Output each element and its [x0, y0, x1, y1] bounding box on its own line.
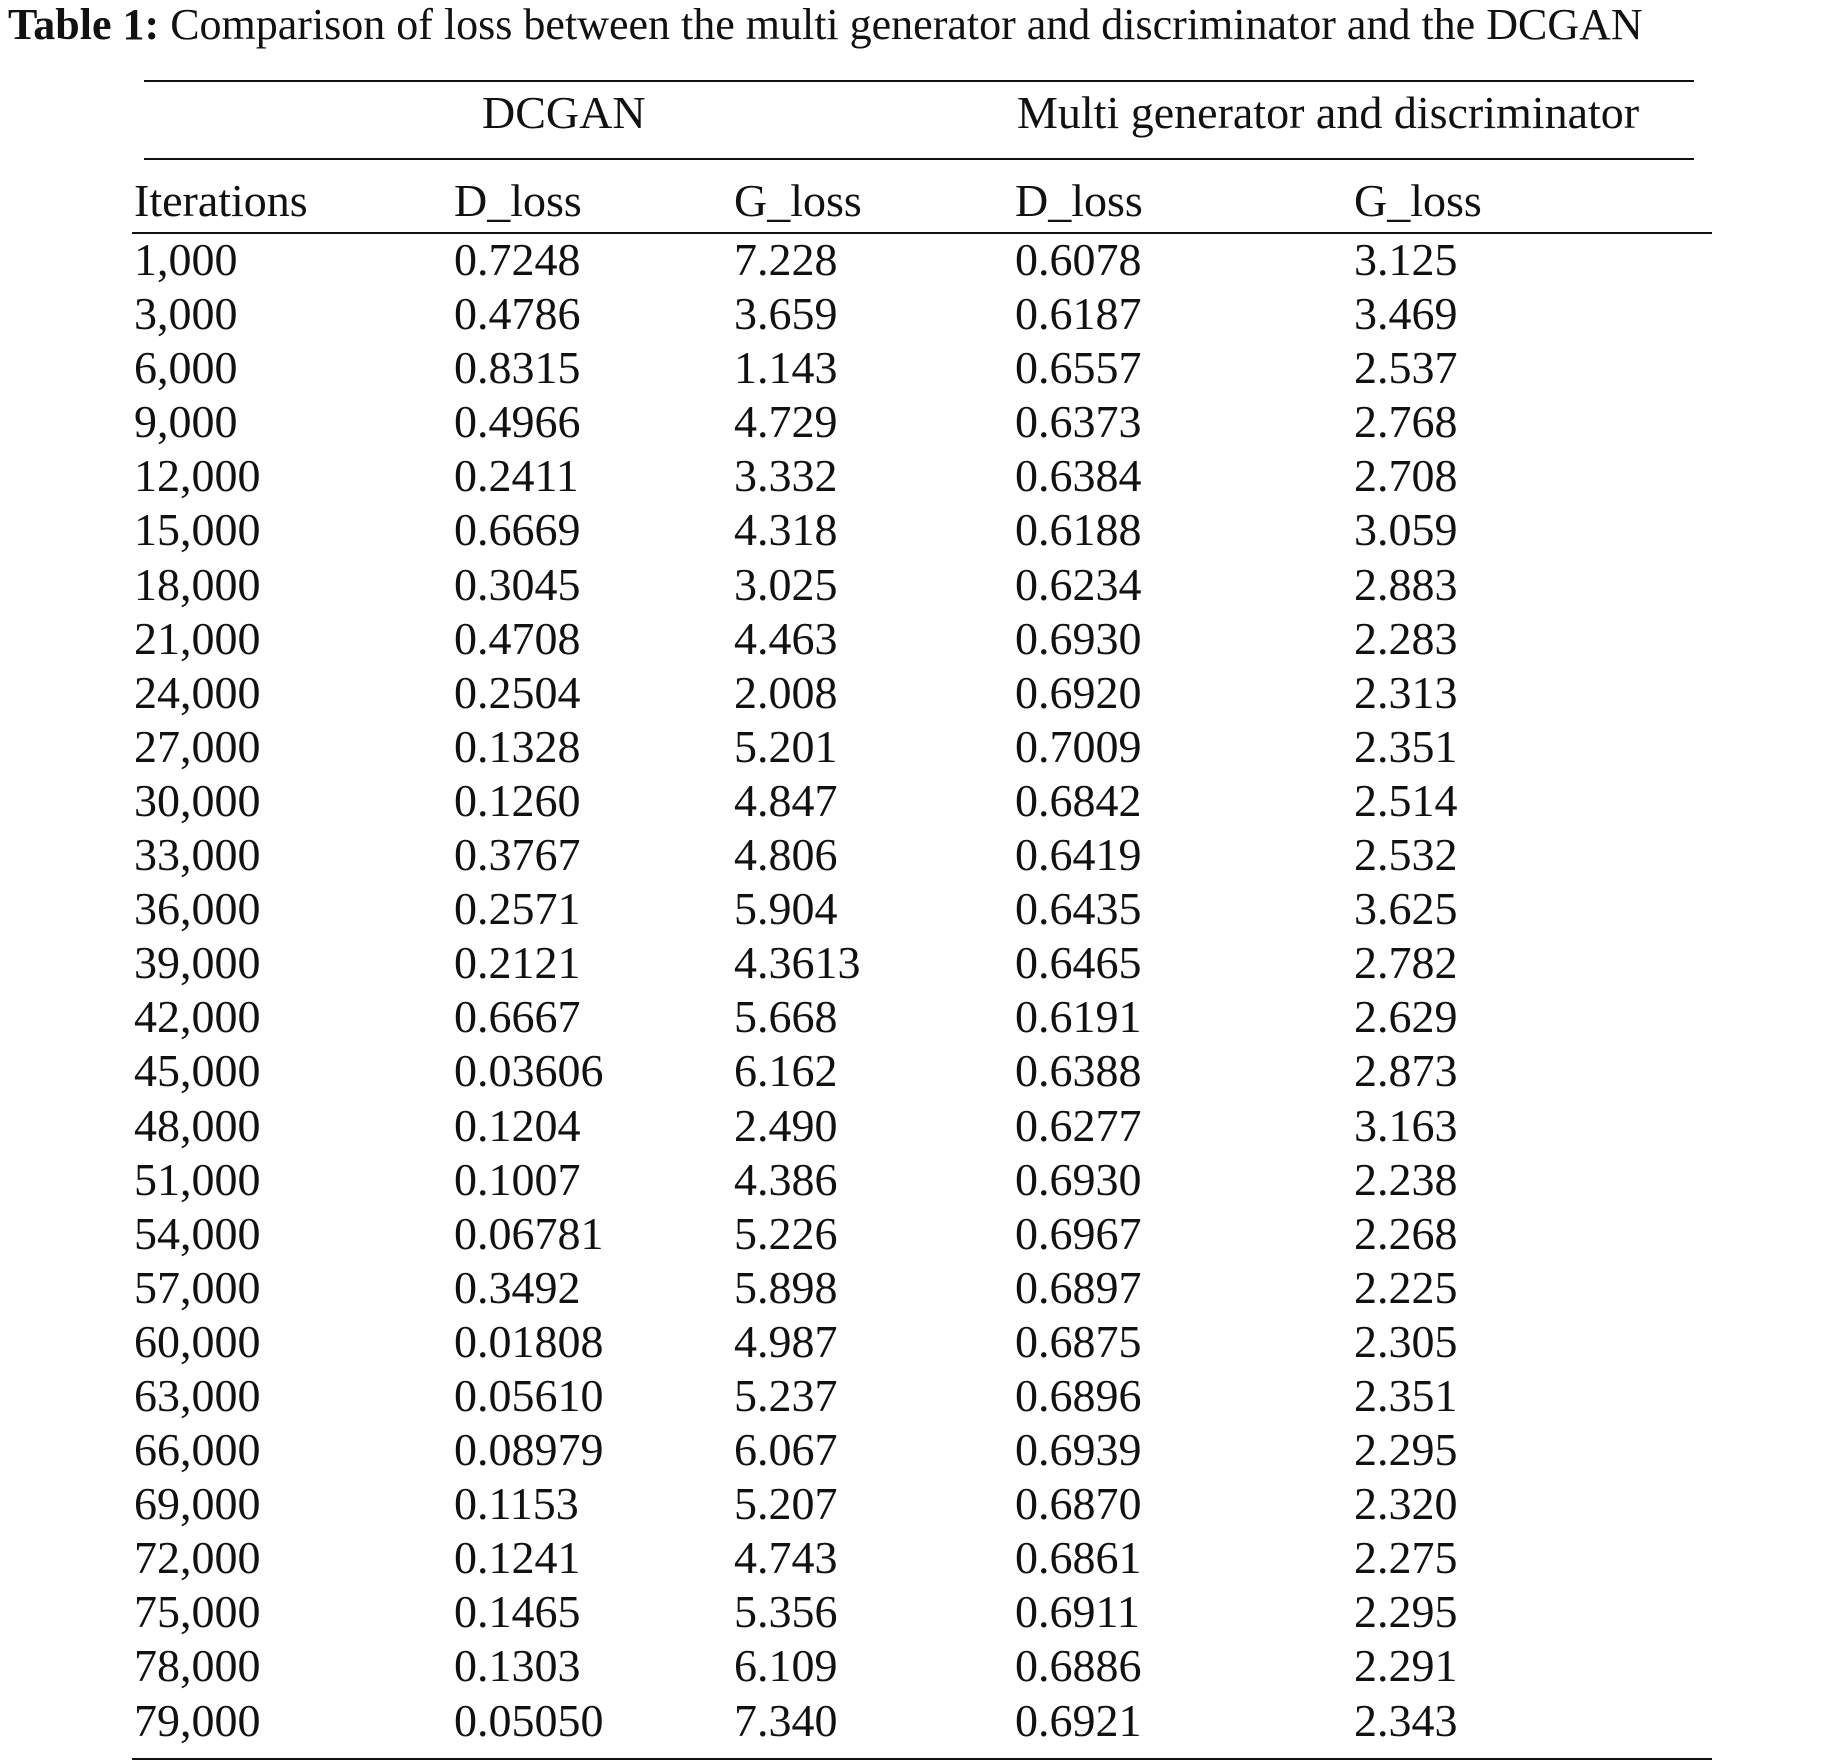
cell-dcgan-g-loss: 3.332	[734, 450, 838, 502]
cell-iterations: 39,000	[134, 937, 261, 989]
cell-multi-d-loss: 0.6896	[1015, 1369, 1142, 1421]
cell-dcgan-g-loss: 3.025	[734, 558, 838, 610]
cell-multi-d-loss: 0.6911	[1015, 1586, 1140, 1638]
cell-iterations: 15,000	[134, 504, 261, 556]
table-row	[0, 1153, 1825, 1207]
cell-multi-d-loss: 0.6388	[1015, 1045, 1142, 1097]
column-header-dcgan-g-loss: G_loss	[734, 175, 862, 226]
cell-dcgan-g-loss: 5.207	[734, 1478, 838, 1530]
cell-dcgan-d-loss: 0.05050	[454, 1694, 604, 1746]
cell-multi-g-loss: 2.238	[1354, 1153, 1458, 1205]
cell-multi-g-loss: 3.125	[1354, 234, 1458, 285]
table-row	[0, 828, 1825, 882]
table-row	[0, 666, 1825, 720]
cell-multi-g-loss: 2.537	[1354, 342, 1458, 394]
table-body	[0, 233, 1825, 1748]
cell-iterations: 78,000	[134, 1640, 261, 1692]
cell-multi-g-loss: 2.305	[1354, 1315, 1458, 1367]
cell-dcgan-d-loss: 0.03606	[454, 1045, 604, 1097]
column-header-multi-g-loss: G_loss	[1354, 175, 1482, 226]
table-row	[0, 720, 1825, 774]
cell-multi-d-loss: 0.6419	[1015, 829, 1142, 881]
table-row	[0, 233, 1825, 287]
cell-iterations: 69,000	[134, 1478, 261, 1530]
cell-dcgan-g-loss: 7.340	[734, 1694, 838, 1746]
cell-multi-g-loss: 3.059	[1354, 504, 1458, 556]
cell-dcgan-g-loss: 5.668	[734, 991, 838, 1043]
cell-iterations: 27,000	[134, 720, 261, 772]
cell-multi-d-loss: 0.6277	[1015, 1099, 1142, 1151]
cell-multi-g-loss: 2.295	[1354, 1424, 1458, 1476]
cell-dcgan-d-loss: 0.01808	[454, 1315, 604, 1367]
cell-iterations: 72,000	[134, 1532, 261, 1584]
cell-dcgan-d-loss: 0.4708	[454, 612, 581, 664]
cell-dcgan-g-loss: 4.847	[734, 774, 838, 826]
cell-multi-d-loss: 0.6234	[1015, 558, 1142, 610]
cell-dcgan-g-loss: 4.463	[734, 612, 838, 664]
group-header-multi: Multi generator and discriminator	[1017, 87, 1640, 138]
cell-multi-g-loss: 2.275	[1354, 1532, 1458, 1584]
cell-multi-d-loss: 0.6870	[1015, 1478, 1142, 1530]
cell-dcgan-d-loss: 0.2411	[454, 450, 579, 502]
cell-multi-g-loss: 2.629	[1354, 991, 1458, 1043]
cell-iterations: 3,000	[134, 288, 238, 340]
cell-dcgan-g-loss: 5.356	[734, 1586, 838, 1638]
table-row	[0, 449, 1825, 503]
cell-iterations: 57,000	[134, 1261, 261, 1313]
cell-iterations: 42,000	[134, 991, 261, 1043]
cell-dcgan-g-loss: 2.490	[734, 1099, 838, 1151]
cell-multi-g-loss: 2.782	[1354, 937, 1458, 989]
cell-dcgan-d-loss: 0.08979	[454, 1424, 604, 1476]
table-row	[0, 287, 1825, 341]
cell-dcgan-g-loss: 5.226	[734, 1207, 838, 1259]
cell-iterations: 48,000	[134, 1099, 261, 1151]
cell-dcgan-d-loss: 0.3492	[454, 1261, 581, 1313]
cell-dcgan-g-loss: 4.729	[734, 396, 838, 448]
table-caption-text: Comparison of loss between the multi generator and discriminator and the DCGAN	[170, 0, 1643, 49]
cell-dcgan-g-loss: 4.743	[734, 1532, 838, 1584]
cell-dcgan-d-loss: 0.6667	[454, 991, 581, 1043]
cell-iterations: 54,000	[134, 1207, 261, 1259]
column-header-dcgan-d-loss: D_loss	[454, 175, 582, 226]
cell-multi-g-loss: 2.313	[1354, 666, 1458, 718]
table-row	[0, 341, 1825, 395]
cell-multi-g-loss: 2.295	[1354, 1586, 1458, 1638]
cell-dcgan-g-loss: 5.201	[734, 720, 838, 772]
cell-dcgan-d-loss: 0.1153	[454, 1478, 579, 1530]
table-row	[0, 1531, 1825, 1585]
cell-iterations: 33,000	[134, 829, 261, 881]
cell-dcgan-d-loss: 0.4786	[454, 288, 581, 340]
cell-multi-d-loss: 0.6930	[1015, 1153, 1142, 1205]
cell-dcgan-d-loss: 0.1007	[454, 1153, 581, 1205]
cell-multi-d-loss: 0.6886	[1015, 1640, 1142, 1692]
group-header-dcgan: DCGAN	[482, 87, 646, 138]
cell-iterations: 60,000	[134, 1315, 261, 1367]
table-row	[0, 503, 1825, 557]
table-row	[0, 1369, 1825, 1423]
cell-multi-d-loss: 0.6842	[1015, 774, 1142, 826]
cell-dcgan-d-loss: 0.6669	[454, 504, 581, 556]
cell-multi-g-loss: 3.625	[1354, 883, 1458, 935]
table-row	[0, 936, 1825, 990]
cell-dcgan-d-loss: 0.06781	[454, 1207, 604, 1259]
cell-dcgan-g-loss: 7.228	[734, 234, 838, 285]
cell-dcgan-d-loss: 0.1465	[454, 1586, 581, 1638]
cell-dcgan-g-loss: 4.806	[734, 829, 838, 881]
cell-dcgan-g-loss: 2.008	[734, 666, 838, 718]
cell-iterations: 79,000	[134, 1694, 261, 1746]
cell-multi-d-loss: 0.6897	[1015, 1261, 1142, 1313]
cell-multi-d-loss: 0.6465	[1015, 937, 1142, 989]
cell-iterations: 24,000	[134, 666, 261, 718]
cell-dcgan-g-loss: 3.659	[734, 288, 838, 340]
table-row	[0, 1694, 1825, 1748]
table-row	[0, 1207, 1825, 1261]
cell-multi-g-loss: 2.514	[1354, 774, 1458, 826]
cell-dcgan-d-loss: 0.3045	[454, 558, 581, 610]
cell-dcgan-d-loss: 0.7248	[454, 234, 581, 285]
cell-iterations: 75,000	[134, 1586, 261, 1638]
cell-multi-g-loss: 2.883	[1354, 558, 1458, 610]
cell-dcgan-g-loss: 6.162	[734, 1045, 838, 1097]
column-header-iterations: Iterations	[134, 175, 308, 226]
cell-dcgan-g-loss: 6.067	[734, 1424, 838, 1476]
table-row	[0, 1423, 1825, 1477]
table-row	[0, 1261, 1825, 1315]
cell-iterations: 63,000	[134, 1369, 261, 1421]
cell-multi-d-loss: 0.6861	[1015, 1532, 1142, 1584]
table-row	[0, 1044, 1825, 1098]
cell-multi-d-loss: 0.6967	[1015, 1207, 1142, 1259]
table-row	[0, 612, 1825, 666]
cell-multi-g-loss: 3.163	[1354, 1099, 1458, 1151]
table-row	[0, 1477, 1825, 1531]
cell-dcgan-d-loss: 0.2571	[454, 883, 581, 935]
cell-iterations: 45,000	[134, 1045, 261, 1097]
cell-iterations: 36,000	[134, 883, 261, 935]
cell-iterations: 51,000	[134, 1153, 261, 1205]
cell-multi-d-loss: 0.6930	[1015, 612, 1142, 664]
cell-dcgan-d-loss: 0.8315	[454, 342, 581, 394]
cell-dcgan-d-loss: 0.2504	[454, 666, 581, 718]
cell-iterations: 1,000	[134, 234, 238, 285]
cell-multi-d-loss: 0.6384	[1015, 450, 1142, 502]
cell-multi-d-loss: 0.6373	[1015, 396, 1142, 448]
cell-multi-d-loss: 0.6188	[1015, 504, 1142, 556]
cell-dcgan-d-loss: 0.1241	[454, 1532, 581, 1584]
bottom-rule	[132, 1758, 1712, 1760]
cell-multi-d-loss: 0.6920	[1015, 666, 1142, 718]
cell-dcgan-g-loss: 1.143	[734, 342, 838, 394]
cell-multi-d-loss: 0.6187	[1015, 288, 1142, 340]
cell-dcgan-d-loss: 0.1260	[454, 774, 581, 826]
cell-multi-g-loss: 2.291	[1354, 1640, 1458, 1692]
cell-dcgan-d-loss: 0.3767	[454, 829, 581, 881]
top-rule	[144, 80, 1694, 82]
table-caption-label: Table 1:	[8, 0, 160, 49]
cell-multi-g-loss: 2.320	[1354, 1478, 1458, 1530]
cell-dcgan-d-loss: 0.4966	[454, 396, 581, 448]
cell-dcgan-d-loss: 0.1204	[454, 1099, 581, 1151]
cell-dcgan-g-loss: 5.237	[734, 1369, 838, 1421]
cell-multi-g-loss: 2.768	[1354, 396, 1458, 448]
cell-dcgan-g-loss: 4.987	[734, 1315, 838, 1367]
cell-iterations: 21,000	[134, 612, 261, 664]
cell-multi-d-loss: 0.6875	[1015, 1315, 1142, 1367]
cell-multi-d-loss: 0.6435	[1015, 883, 1142, 935]
cell-dcgan-g-loss: 4.386	[734, 1153, 838, 1205]
table-row	[0, 1639, 1825, 1693]
cell-multi-d-loss: 0.6191	[1015, 991, 1142, 1043]
column-header-multi-d-loss: D_loss	[1015, 175, 1143, 226]
cell-multi-d-loss: 0.6557	[1015, 342, 1142, 394]
cell-dcgan-d-loss: 0.2121	[454, 937, 581, 989]
cell-multi-d-loss: 0.7009	[1015, 720, 1142, 772]
table-row	[0, 1315, 1825, 1369]
cell-multi-g-loss: 2.532	[1354, 829, 1458, 881]
cell-dcgan-g-loss: 5.904	[734, 883, 838, 935]
cell-multi-d-loss: 0.6078	[1015, 234, 1142, 285]
cell-iterations: 30,000	[134, 774, 261, 826]
group-rule	[144, 158, 1694, 160]
cell-multi-g-loss: 2.351	[1354, 720, 1458, 772]
cell-multi-g-loss: 2.873	[1354, 1045, 1458, 1097]
cell-multi-g-loss: 2.283	[1354, 612, 1458, 664]
cell-iterations: 12,000	[134, 450, 261, 502]
table-row	[0, 395, 1825, 449]
cell-dcgan-g-loss: 4.318	[734, 504, 838, 556]
cell-multi-g-loss: 2.343	[1354, 1694, 1458, 1746]
cell-multi-g-loss: 2.351	[1354, 1369, 1458, 1421]
cell-multi-d-loss: 0.6939	[1015, 1424, 1142, 1476]
table-row	[0, 882, 1825, 936]
table-row	[0, 558, 1825, 612]
cell-dcgan-d-loss: 0.1303	[454, 1640, 581, 1692]
cell-iterations: 66,000	[134, 1424, 261, 1476]
cell-multi-d-loss: 0.6921	[1015, 1694, 1142, 1746]
table-row	[0, 1099, 1825, 1153]
cell-multi-g-loss: 2.225	[1354, 1261, 1458, 1313]
cell-multi-g-loss: 2.268	[1354, 1207, 1458, 1259]
cell-dcgan-g-loss: 4.3613	[734, 937, 861, 989]
table-caption	[8, 0, 1643, 50]
cell-dcgan-g-loss: 6.109	[734, 1640, 838, 1692]
cell-dcgan-d-loss: 0.05610	[454, 1369, 604, 1421]
table-row	[0, 990, 1825, 1044]
cell-iterations: 18,000	[134, 558, 261, 610]
cell-iterations: 6,000	[134, 342, 238, 394]
cell-multi-g-loss: 3.469	[1354, 288, 1458, 340]
cell-multi-g-loss: 2.708	[1354, 450, 1458, 502]
cell-dcgan-g-loss: 5.898	[734, 1261, 838, 1313]
table-row	[0, 774, 1825, 828]
cell-iterations: 9,000	[134, 396, 238, 448]
table-row	[0, 1585, 1825, 1639]
cell-dcgan-d-loss: 0.1328	[454, 720, 581, 772]
